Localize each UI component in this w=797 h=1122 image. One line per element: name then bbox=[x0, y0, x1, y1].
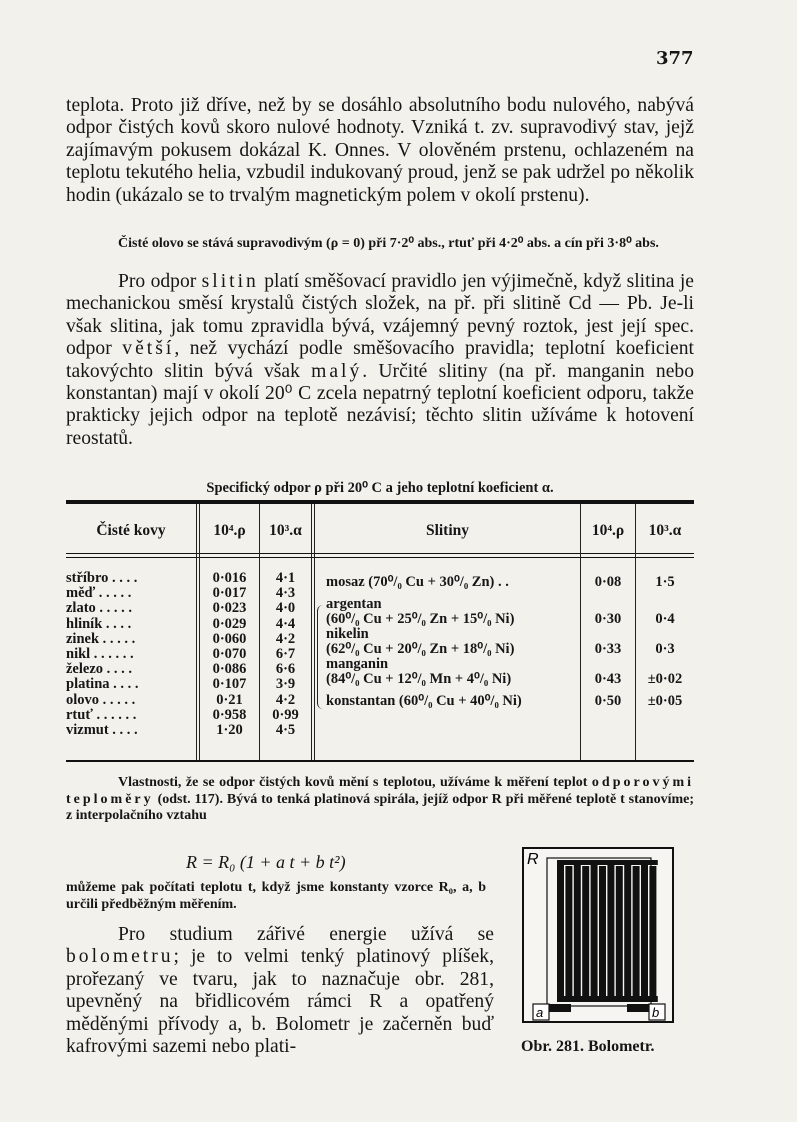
metal-rho: 0·086 bbox=[212, 661, 247, 678]
metal-name: nikl . . . . . . bbox=[66, 646, 134, 662]
header-alloys: Slitiny bbox=[425, 522, 470, 539]
page-number: 377 bbox=[656, 48, 694, 69]
platinum-strips bbox=[557, 860, 658, 1002]
bolometer-diagram bbox=[521, 846, 675, 1024]
header-alloy-rho: 10⁴.ρ bbox=[591, 522, 625, 539]
alloy-rho: 0·43 bbox=[594, 671, 622, 687]
metal-name: rtuť . . . . . . bbox=[66, 706, 137, 723]
header-metal-rho: 10⁴.ρ bbox=[213, 522, 246, 539]
bolometer-figure bbox=[521, 846, 675, 1024]
metal-rho: 0·107 bbox=[212, 676, 247, 693]
platinum-strip bbox=[607, 862, 614, 998]
alloy-name: konstantan (60⁰/₀ Cu + 40⁰/₀ Ni) bbox=[326, 693, 522, 709]
metal-name: zlato . . . . . bbox=[66, 600, 133, 617]
platinum-strip bbox=[633, 866, 640, 1002]
lead-b bbox=[627, 1004, 649, 1012]
alloy-composition: (62⁰/₀ Cu + 20⁰/₀ Zn + 18⁰/₀ Ni) bbox=[326, 641, 515, 657]
platinum-strip bbox=[591, 862, 598, 998]
label-R: R bbox=[527, 851, 539, 868]
metal-alpha: 4·4 bbox=[275, 615, 296, 632]
label-a: a bbox=[536, 1005, 544, 1020]
platinum-strip bbox=[616, 866, 623, 1002]
header-pure-metals: Čisté kovy bbox=[96, 522, 166, 539]
alloy-composition: (84⁰/₀ Cu + 12⁰/₀ Mn + 4⁰/₀ Ni) bbox=[326, 671, 512, 687]
alloy-rho: 0·08 bbox=[594, 574, 622, 590]
metal-rho: 0·060 bbox=[212, 630, 247, 647]
table-top-rule bbox=[66, 500, 694, 504]
paragraph-constants: můžeme pak počítati teplotu t, když jsme konstanty vzorce R₀, a, b určili předběžným měřením. bbox=[66, 880, 486, 912]
paragraph-alloys: Pro odpor slitin platí směšovací pravidlo jen výjimečně, když slitina je mechanickou směsí krystalů čistých složek, na př. při slitině Cd — Pb. Je-li však slitina, jak tomu zpravidla bývá, vzájemný pevný roztok, jest její spec. odpor větší, než vychází podle směšovacího pravidla; teplotní koeficient takovýchto slitin bývá však malý. Určité slitiny (na př. manganin nebo konstantan) mají v okolí 20⁰ C zcela nepatrný teplotní koeficient odporu, takže prakticky jejich odpor na teplotě nezávisí; těchto slitin užíváme k hotovení reostatů. bbox=[66, 271, 694, 449]
metal-rho: 0·029 bbox=[212, 615, 247, 632]
label-b: b bbox=[652, 1005, 660, 1020]
table-caption: Specifický odpor ρ při 20⁰ C a jeho teplotní koeficient α. bbox=[206, 480, 554, 496]
metal-alpha: 6·7 bbox=[275, 646, 296, 662]
metal-alpha: 4·1 bbox=[275, 570, 296, 586]
metal-rho: 0·023 bbox=[212, 600, 247, 617]
table-header-rule-1 bbox=[66, 553, 694, 554]
alloy-rho: 0·50 bbox=[594, 693, 622, 709]
metal-alpha: 4·5 bbox=[275, 722, 296, 738]
alloy-alpha: 1·5 bbox=[655, 574, 675, 590]
metal-name: měď . . . . . bbox=[66, 585, 132, 602]
metal-alpha: 4·2 bbox=[275, 630, 296, 647]
alloy-rho: 0·30 bbox=[594, 611, 622, 627]
platinum-strip bbox=[641, 862, 648, 998]
metal-alpha: 4·3 bbox=[275, 585, 296, 602]
platinum-strip bbox=[582, 866, 589, 1002]
table-vline-5 bbox=[635, 504, 636, 760]
interpolation-formula: R = R₀ (1 + a t + b t²) bbox=[186, 852, 346, 872]
metal-alpha: 3·9 bbox=[275, 676, 296, 693]
metal-name: zinek . . . . . bbox=[66, 630, 136, 647]
metal-name: platina . . . . bbox=[66, 676, 139, 693]
metal-rho: 0·017 bbox=[212, 585, 247, 602]
alloy-rho: 0·33 bbox=[594, 641, 622, 657]
alloy-name: manganin bbox=[326, 656, 389, 672]
alloy-name: nikelin bbox=[326, 626, 369, 642]
platinum-strip bbox=[574, 862, 581, 998]
table-vline-3 bbox=[311, 504, 315, 760]
metal-alpha: 6·6 bbox=[275, 661, 296, 678]
alloy-alpha: ±0·02 bbox=[647, 671, 683, 687]
alloy-name: mosaz (70⁰/₀ Cu + 30⁰/₀ Zn) . . bbox=[326, 574, 509, 590]
paragraph-bolometer: Pro studium zářivé energie užívá se bolometru; je to velmi tenký platinový plíšek, prořezaný ve tvaru, jak to naznačuje obr. 281, upevněný na břidlicovém rámci R a opatřený měděnými přívody a, b. Bolometr je začerněn buď kafrovými sazemi nebo plati- bbox=[66, 924, 494, 1058]
platinum-strip bbox=[565, 866, 572, 1002]
paragraph-superconductivity: teplota. Proto již dříve, než by se dosáhlo absolutního bodu nulového, nabývá odpor čistých kovů skoro nulové hodnoty. Vzniká t. zv. supravodivý stav, jejž zajímavým pokusem dokázal K. Onnes. V olověném prstenu, ochlazeném na teplotu tekutého helia, vzbudil indukovaný proud, jenž se pak udržel po několik hodin (ukázalo se to trvalým magnetickým polem v okolí prstenu). bbox=[66, 95, 694, 206]
platinum-strip bbox=[557, 862, 564, 998]
alloy-composition: (60⁰/₀ Cu + 25⁰/₀ Zn + 15⁰/₀ Ni) bbox=[326, 611, 515, 627]
resistivity-table bbox=[66, 500, 694, 762]
lead-a bbox=[549, 1004, 571, 1012]
strip-bottom-bar bbox=[557, 996, 658, 1002]
note-superconductivity: Čisté olovo se stává supravodivým (ρ = 0) při 7·2⁰ abs., rtuť při 4·2⁰ abs. a cín při 3·8⁰ abs. bbox=[118, 236, 659, 251]
metal-alpha: 4·2 bbox=[275, 691, 296, 708]
metal-alpha: 0·99 bbox=[272, 706, 299, 723]
platinum-strip bbox=[649, 866, 656, 1002]
header-metal-alpha: 10³.α bbox=[269, 522, 302, 539]
paragraph-thermometers: Vlastnosti, že se odpor čistých kovů mění s teplotou, užíváme k měření teplot odporovými teploměry (odst. 117). Bývá to tenká platinová spirála, jejíž odpor R při měřené teplotě t stanovíme; z interpolačního vztahu bbox=[66, 775, 694, 823]
alloy-alpha: 0·4 bbox=[655, 611, 675, 627]
platinum-strip bbox=[624, 862, 631, 998]
metal-name: železo . . . . bbox=[66, 661, 133, 678]
table-vline-4 bbox=[580, 504, 581, 760]
alloy-alpha: ±0·05 bbox=[647, 693, 683, 709]
table-header-rule-2 bbox=[66, 557, 694, 558]
metal-rho: 0·21 bbox=[216, 691, 243, 708]
platinum-strip bbox=[599, 866, 606, 1002]
metal-alpha: 4·0 bbox=[275, 600, 296, 617]
metal-rho: 0·070 bbox=[212, 646, 247, 662]
metal-name: olovo . . . . . bbox=[66, 691, 136, 708]
figure-caption: Obr. 281. Bolometr. bbox=[521, 1038, 655, 1055]
metal-name: stříbro . . . . bbox=[66, 570, 138, 586]
table-bottom-rule bbox=[66, 760, 694, 762]
metal-rho: 1·20 bbox=[216, 722, 243, 738]
metal-rho: 0·958 bbox=[212, 706, 247, 723]
strip-top-bar bbox=[557, 860, 658, 865]
header-alloy-alpha: 10³.α bbox=[648, 522, 682, 539]
metal-name: hliník . . . . bbox=[66, 615, 132, 632]
alloy-alpha: 0·3 bbox=[655, 641, 675, 657]
alloy-brace bbox=[317, 605, 324, 709]
metal-rho: 0·016 bbox=[212, 570, 247, 586]
metal-name: vizmut . . . . bbox=[66, 722, 138, 738]
alloy-name: argentan bbox=[326, 596, 382, 612]
